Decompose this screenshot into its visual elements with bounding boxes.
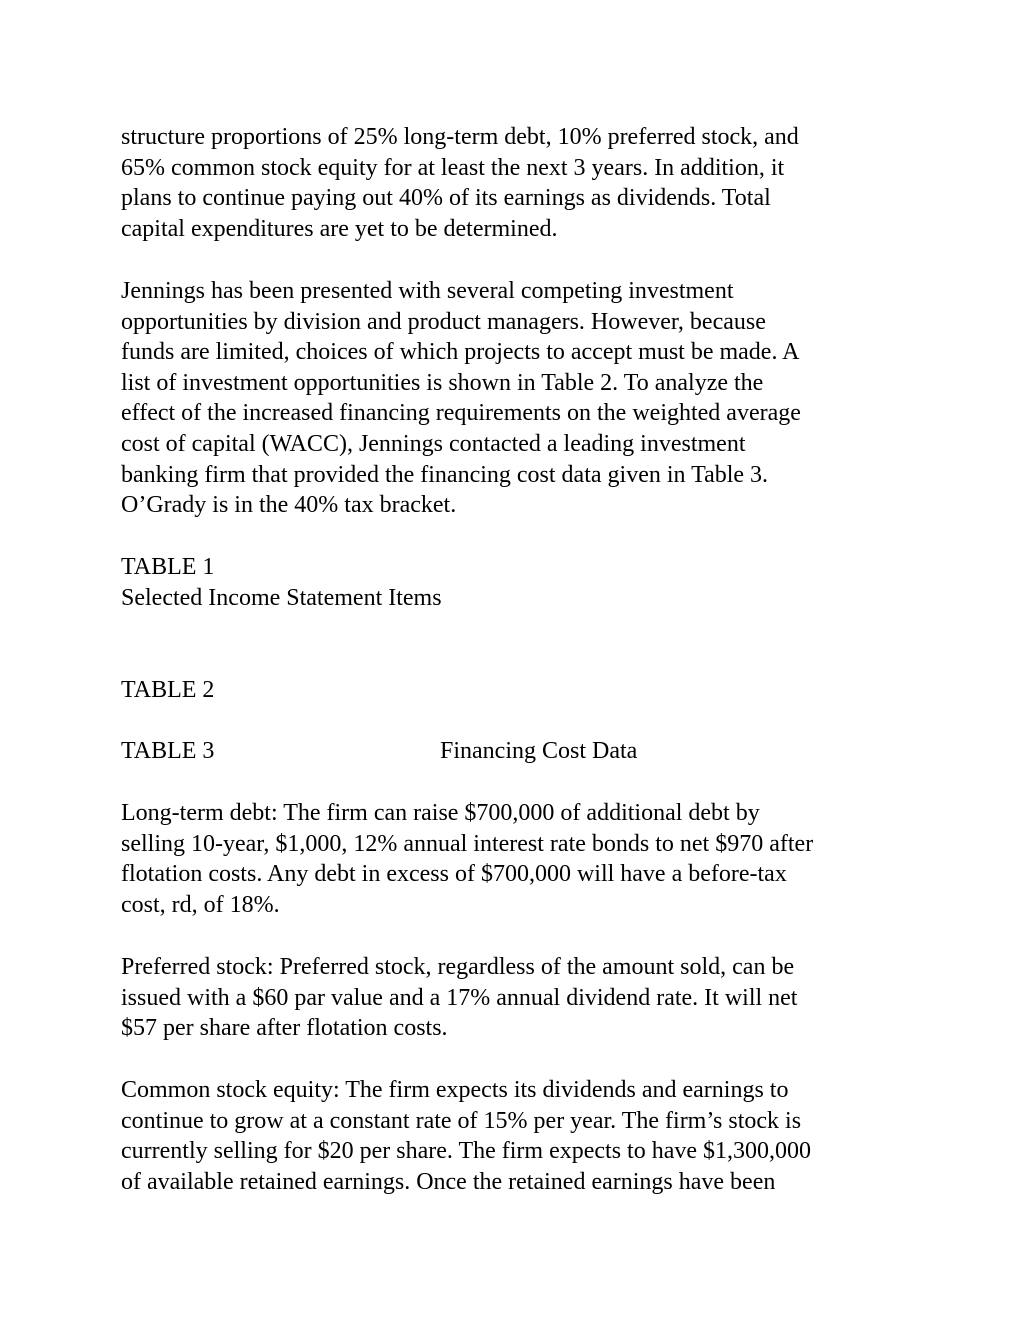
table3-title: Financing Cost Data: [440, 738, 638, 764]
table1-label: TABLE 1: [121, 554, 215, 580]
table1-title: Selected Income Statement Items: [121, 585, 442, 611]
table3-label: TABLE 3: [121, 738, 215, 764]
paragraph-investment-opportunities: Jennings has been presented with several competing investment opportunities by division and product managers. However, because funds are limited, choices of which projects to accept must be made. A list of investment opportunities is shown in Table 2. To analyze the effect of the increased financing requirements on the weighted average cost of capital (WACC), Jennings contacted a leading investment banking firm that provided the financing cost data given in Table 3. O’Grady is in the 40% tax bracket.: [121, 278, 801, 519]
paragraph-long-term-debt: Long-term debt: The firm can raise $700,000 of additional debt by selling 10-year, $1,000, 12% annual interest rate bonds to net $970 after flotation costs. Any debt in excess of $700,000 will have a before-tax cost, rd, of 18%.: [121, 800, 814, 918]
paragraph-preferred-stock: Preferred stock: Preferred stock, regardless of the amount sold, can be issued with a $60 par value and a 17% annual dividend rate. It will net $57 per share after flotation costs.: [121, 954, 798, 1042]
paragraph-common-stock-equity: Common stock equity: The firm expects its dividends and earnings to continue to grow at a constant rate of 15% per year. The firm’s stock is currently selling for $20 per share. The firm expects to have $1,300,000 of available retained earnings. Once the retained earnings have been: [121, 1077, 812, 1195]
table2-label: TABLE 2: [121, 677, 215, 703]
paragraph-capital-structure: structure proportions of 25% long-term debt, 10% preferred stock, and 65% common stock equity for at least the next 3 years. In addition, it plans to continue paying out 40% of its earnings as dividends. Total capital expenditures are yet to be determined.: [121, 124, 799, 242]
